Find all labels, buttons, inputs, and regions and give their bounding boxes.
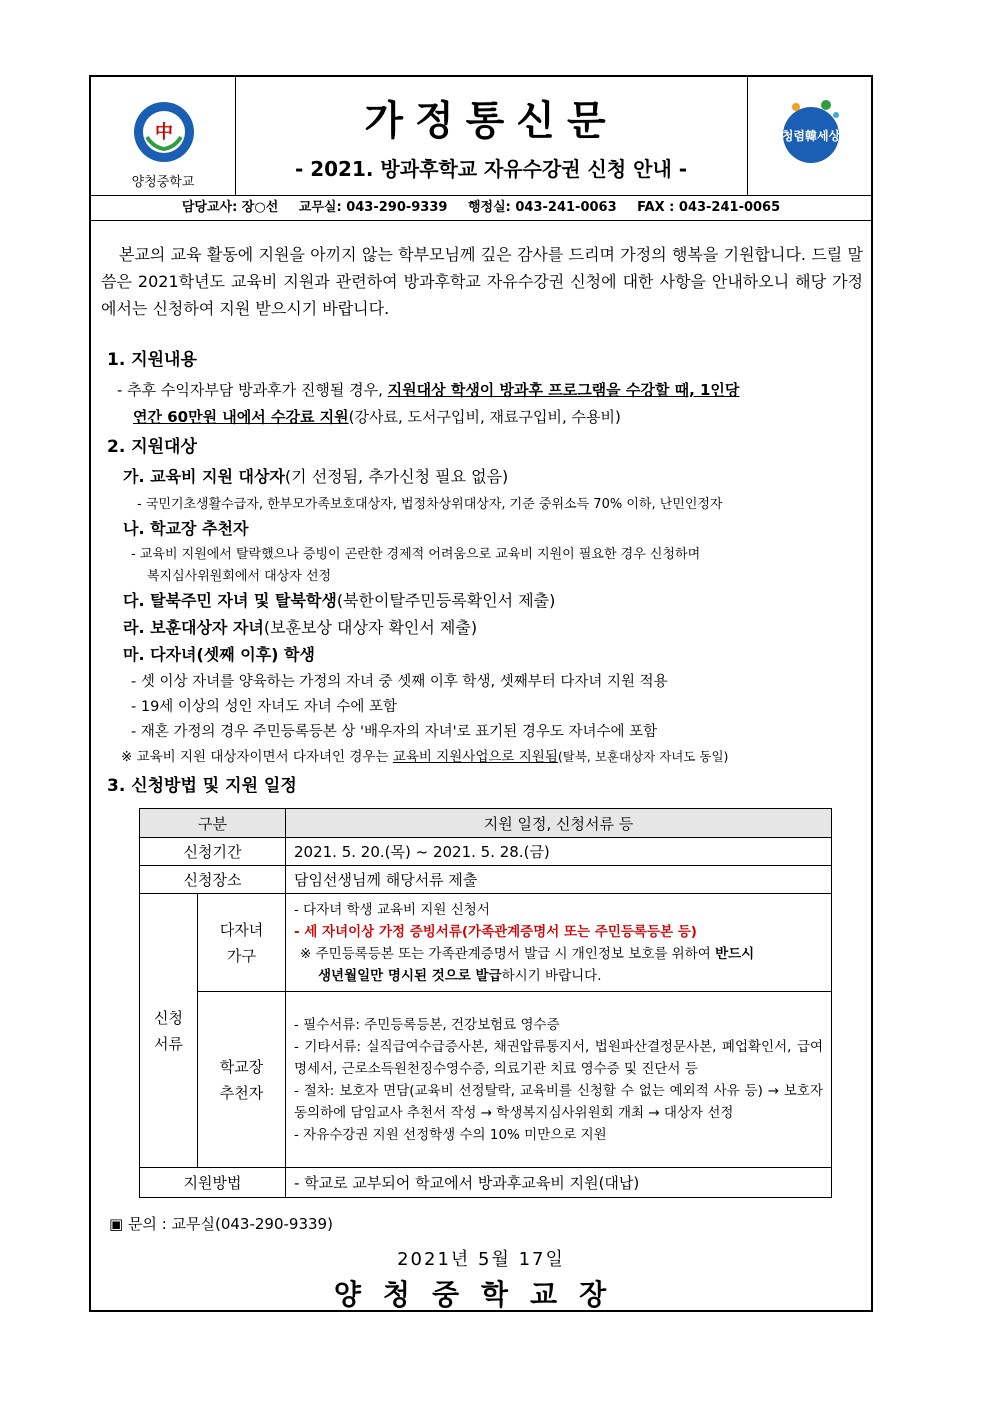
principal-signature: 양청중학교장: [333, 1278, 629, 1311]
table-row: [140, 838, 832, 866]
multi-child-note-1-text: ※ 주민등록등본 또는 가족관계증명서 발급 시 개인정보 보호를 위하여: [300, 945, 716, 962]
method-value: - 학교로 교부되어 학교에서 방과후교육비 지원(대납): [286, 1168, 832, 1198]
multi-child-label: 다자녀 가구: [198, 894, 286, 992]
section2-note-underlined: 교육비 지원사업으로 지원됨: [392, 749, 558, 765]
subsection-ma-line3: - 재혼 가정의 경우 주민등록등본 상 '배우자의 자녀'로 표기된 경우도 자녀수에 포함: [131, 724, 658, 740]
issue-date: 2021년 5월 17일: [397, 1249, 565, 1270]
inquiry-line: ▣ 문의 : 교무실(043-290-9339): [109, 1215, 333, 1233]
section1-line2-text: (강사료, 도서구입비, 재료구입비, 수용비): [348, 408, 621, 426]
schedule-table: [139, 808, 832, 1198]
subsection-ra-title: 라. 보훈대상자 자녀: [123, 618, 264, 637]
section2-note: [121, 745, 728, 765]
subsection-ga: [123, 464, 508, 487]
subsection-ga-title: 가. 교육비 지원 대상자: [123, 467, 285, 486]
recommend-docs: [286, 992, 832, 1168]
subsection-ma-line2: - 19세 이상의 성인 자녀도 자녀 수에 포함: [131, 699, 398, 715]
subsection-na-line2: 복지심사위원회에서 대상자 선정: [147, 569, 332, 584]
table-header-row: [140, 809, 832, 838]
place-label: 신청장소: [140, 866, 286, 894]
page-subtitle: - 2021. 방과후학교 자유수강권 신청 안내 -: [294, 157, 688, 181]
subsection-ga-note: (기 선정됨, 추가신청 필요 없음): [284, 467, 509, 486]
multi-child-note-1: [294, 943, 823, 965]
multi-child-note-2: [294, 965, 823, 987]
table-row: [140, 1168, 832, 1198]
table-header-details: 지원 일정, 신청서류 등: [286, 809, 832, 838]
subsection-na-title: 나. 학교장 추천자: [123, 519, 249, 538]
multi-child-doc-1: - 다자녀 학생 교육비 지원 신청서: [294, 901, 490, 918]
slogan-logo-cell: [747, 77, 872, 195]
section1-line1-underlined: 지원대상 학생이 방과후 프로그램을 수강할 때, 1인당: [387, 381, 740, 399]
period-label: 신청기간: [140, 838, 286, 866]
method-label: 지원방법: [140, 1168, 286, 1198]
section2-note-tail: (탈북, 보훈대상자 자녀도 동일): [557, 749, 729, 764]
table-row: [140, 894, 832, 992]
subsection-da-title: 다. 탈북주민 자녀 및 탈북학생: [123, 591, 337, 610]
contact-bar: [91, 196, 871, 221]
section2-heading: 2. 지원대상: [107, 437, 197, 457]
multi-child-note-2-bold: 생년월일만 명시된 것으로 발급: [318, 967, 502, 984]
recommend-doc-4: - 자유수강권 지원 선정학생 수의 10% 미만으로 지원: [294, 1126, 607, 1143]
contact-fax: FAX : 043-241-0065: [637, 200, 781, 215]
school-name: 양청중학교: [131, 175, 195, 190]
section1-line2-underlined: 연간 60만원 내에서 수강료 지원: [133, 408, 349, 426]
multi-child-note-2-text: 하시기 바랍니다.: [501, 967, 602, 984]
contact-teacher: 담당교사: 장○선: [181, 200, 279, 215]
multi-child-note-1-bold: 반드시: [715, 945, 755, 962]
newsletter-frame: [89, 75, 873, 1312]
docs-label: 신청 서류: [140, 894, 198, 1168]
place-value: 담임선생님께 해당서류 제출: [286, 866, 832, 894]
recommend-label: 학교장 추천자: [198, 992, 286, 1168]
school-logo-cell: [91, 77, 236, 195]
integrity-slogan-icon: [776, 97, 846, 167]
table-row: [140, 866, 832, 894]
section1-line2: [133, 406, 621, 427]
page-title: 가정통신문: [364, 97, 618, 144]
multi-child-doc-2: - 세 자녀이상 가정 증빙서류(가족관계증명서 또는 주민등록등본 등): [294, 923, 697, 940]
recommend-doc-3: - 절차: 보호자 면담(교육비 선정탈락, 교육비를 신청할 수 없는 예외적 사유 등) → 보호자 동의하에 담임교사 추천서 작성 → 학생복지심사위원회 개최 → 대상자 선정: [294, 1082, 823, 1121]
recommend-doc-1: - 필수서류: 주민등록등본, 건강보험료 영수증: [294, 1016, 560, 1033]
subsection-ma-title: 마. 다자녀(셋째 이후) 학생: [123, 645, 315, 664]
section1-line1: [117, 379, 739, 400]
period-value: 2021. 5. 20.(목) ~ 2021. 5. 28.(금): [286, 838, 832, 866]
table-header-category: 구분: [140, 809, 286, 838]
multi-child-docs: [286, 894, 832, 992]
school-emblem-icon: [133, 101, 195, 163]
slogan-text: 청렴韓세상: [781, 129, 841, 143]
subsection-ma-line1: - 셋 이상 자녀를 양육하는 가정의 자녀 중 셋째 이후 학생, 셋째부터 다자녀 지원 적용: [131, 674, 668, 690]
intro-paragraph: [101, 241, 863, 322]
subsection-ra-note: (보훈보상 대상자 확인서 제출): [263, 618, 478, 637]
contact-office: 교무실: 043-290-9339: [298, 200, 448, 215]
contact-admin: 행정실: 043-241-0063: [467, 200, 617, 215]
recommend-doc-2: - 기타서류: 실직급여수급증사본, 채권압류통지서, 법원파산결정문사본, 폐업확인서, 급여명세서, 근로소득원천징수영수증, 의료기관 치료 영수증 및 진단서 등: [294, 1038, 823, 1077]
subsection-ra: [123, 615, 477, 638]
emblem-glyph: 中: [155, 122, 173, 143]
table-row: [140, 992, 832, 1168]
subsection-da-note: (북한이탈주민등록확인서 제출): [336, 591, 556, 610]
intro-text: 본교의 교육 활동에 지원을 아끼지 않는 학부모님께 깊은 감사를 드리며 가정의 행복을 기원합니다. 드릴 말씀은 2021학년도 교육비 지원과 관련하여 방과후학교 자유수강권 신청에 대한 사항을 안내하오니 해당 가정에서는 신청하여 지원 받으시기 바랍니다.: [101, 245, 863, 318]
subsection-ga-line: - 국민기초생활수급자, 한부모가족보호대상자, 법정차상위대상자, 기준 중위소득 70% 이하, 난민인정자: [137, 497, 723, 512]
subsection-da: [123, 588, 555, 611]
section3-heading: 3. 신청방법 및 지원 일정: [107, 776, 297, 796]
header: [91, 77, 871, 196]
section1-heading: 1. 지원내용: [107, 350, 197, 370]
subsection-na-line1: - 교육비 지원에서 탈락했으나 증빙이 곤란한 경제적 어려움으로 교육비 지원이 필요한 경우 신청하며: [131, 547, 701, 562]
section2-note-text: ※ 교육비 지원 대상자이면서 다자녀인 경우는: [121, 749, 393, 765]
section1-line1-text: - 추후 수익자부담 방과후가 진행될 경우,: [117, 381, 388, 399]
